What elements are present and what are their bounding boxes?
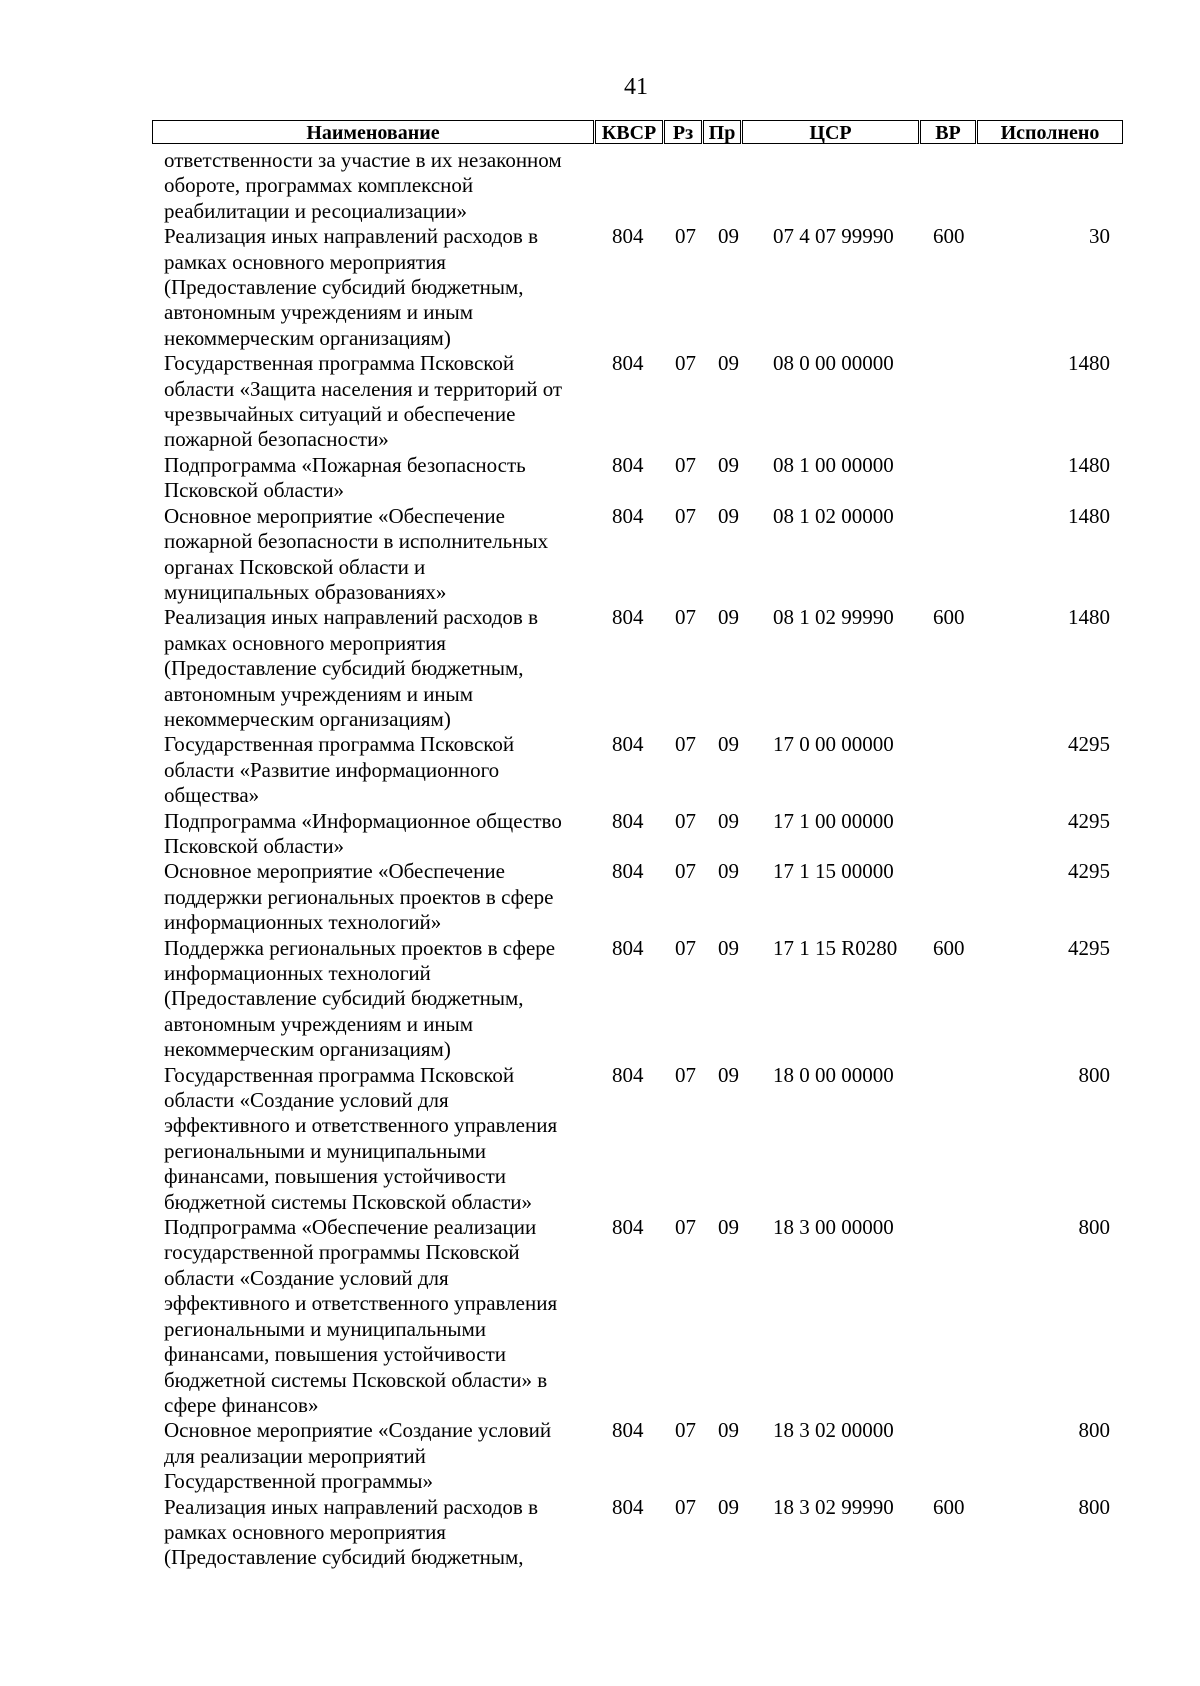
header-csr: ЦСР <box>742 120 919 144</box>
row-pr: 09 <box>718 605 739 630</box>
row-kvsr: 804 <box>612 351 644 376</box>
table-row <box>0 859 1200 935</box>
row-kvsr: 804 <box>612 224 644 249</box>
row-name: Подпрограмма «Информационное общество Псковской области» <box>164 808 562 858</box>
row-csr: 18 3 02 00000 <box>773 1418 894 1443</box>
row-kvsr: 804 <box>612 1418 644 1443</box>
row-csr: 08 1 02 99990 <box>773 605 894 630</box>
row-rz: 07 <box>675 859 696 884</box>
row-kvsr: 804 <box>612 1215 644 1240</box>
row-executed: 4295 <box>1068 808 1110 833</box>
row-pr: 09 <box>718 732 739 757</box>
header-name: Наименование <box>152 120 594 144</box>
header-pr: Пр <box>703 120 741 144</box>
row-csr: 08 1 02 00000 <box>773 503 894 528</box>
row-rz: 07 <box>675 351 696 376</box>
row-name: Основное мероприятие «Обеспечение пожарной безопасности в исполнительных органах Псковской области и муниципальных образованиях» <box>164 503 549 604</box>
row-executed: 1480 <box>1068 503 1110 528</box>
row-pr: 09 <box>718 503 739 528</box>
table-row <box>0 605 1200 732</box>
row-name: Основное мероприятие «Создание условий для реализации мероприятий Государственной программы» <box>164 1418 552 1494</box>
row-kvsr: 804 <box>612 1062 644 1087</box>
row-csr: 18 0 00 00000 <box>773 1062 894 1087</box>
row-csr: 18 3 00 00000 <box>773 1215 894 1240</box>
row-executed: 1480 <box>1068 452 1110 477</box>
row-pr: 09 <box>718 1418 739 1443</box>
row-name: Государственная программа Псковской области «Создание условий для эффективного и ответственного управления региональными и муниципальными финансами, повышения устойчивости бюджетной системы Псковской области» <box>164 1062 558 1214</box>
row-executed: 800 <box>1078 1215 1110 1240</box>
row-executed: 1480 <box>1068 351 1110 376</box>
row-name: Реализация иных направлений расходов в рамках основного мероприятия (Предоставление субсидий бюджетным, автономным учреждениям и иным некоммерческим организациям) <box>164 224 539 350</box>
row-rz: 07 <box>675 935 696 960</box>
row-name: ответственности за участие в их незаконном обороте, программах комплексной реабилитации и ресоциализации» <box>164 148 562 223</box>
row-kvsr: 804 <box>612 605 644 630</box>
row-kvsr: 804 <box>612 452 644 477</box>
table-row <box>0 224 1200 351</box>
row-name: Подпрограмма «Обеспечение реализации государственной программы Псковской области «Создание условий для эффективного и ответственного управления региональными и муниципальными финансами, повышения устойчивости бюджетной системы Псковской области» в сфере финансов» <box>164 1215 558 1417</box>
row-csr: 08 1 00 00000 <box>773 452 894 477</box>
row-name: Подпрограмма «Пожарная безопасность Псковской области» <box>164 452 526 503</box>
row-rz: 07 <box>675 732 696 757</box>
row-kvsr: 804 <box>612 1494 644 1519</box>
header-rz: Рз <box>664 120 702 144</box>
row-pr: 09 <box>718 859 739 884</box>
table-row <box>0 732 1200 808</box>
row-kvsr: 804 <box>612 503 644 528</box>
row-executed: 30 <box>1089 224 1110 249</box>
row-executed: 800 <box>1078 1494 1110 1519</box>
row-executed: 800 <box>1078 1418 1110 1443</box>
row-pr: 09 <box>718 1062 739 1087</box>
table-row <box>0 504 1200 606</box>
row-name: Государственная программа Псковской области «Развитие информационного общества» <box>164 732 515 808</box>
table-row <box>0 351 1200 453</box>
row-executed: 1480 <box>1068 605 1110 630</box>
row-rz: 07 <box>675 1494 696 1519</box>
row-rz: 07 <box>675 452 696 477</box>
table-row <box>0 1215 1200 1418</box>
table-row <box>0 1495 1200 1571</box>
row-executed: 800 <box>1078 1062 1110 1087</box>
row-kvsr: 804 <box>612 732 644 757</box>
header-executed: Исполнено <box>977 120 1123 144</box>
table-header <box>152 120 1123 146</box>
row-pr: 09 <box>718 351 739 376</box>
row-executed: 4295 <box>1068 859 1110 884</box>
row-name: Реализация иных направлений расходов в рамках основного мероприятия (Предоставление субсидий бюджетным, автономным учреждениям и иным некоммерческим организациям) <box>164 605 539 731</box>
row-name: Государственная программа Псковской области «Защита населения и территорий от чрезвычайных ситуаций и обеспечение пожарной безопасности» <box>164 351 563 452</box>
row-pr: 09 <box>718 452 739 477</box>
row-pr: 09 <box>718 935 739 960</box>
row-csr: 18 3 02 99990 <box>773 1494 894 1519</box>
row-vr: 600 <box>933 935 965 960</box>
row-rz: 07 <box>675 605 696 630</box>
row-rz: 07 <box>675 224 696 249</box>
table-row <box>0 1418 1200 1494</box>
row-name: Поддержка региональных проектов в сфере информационных технологий (Предоставление субсидий бюджетным, автономным учреждениям и иным некоммерческим организациям) <box>164 935 556 1062</box>
table-row <box>0 809 1200 860</box>
row-name: Основное мероприятие «Обеспечение поддержки региональных проектов в сфере информационных технологий» <box>164 859 554 935</box>
row-pr: 09 <box>718 224 739 249</box>
table-row <box>0 453 1200 504</box>
row-rz: 07 <box>675 1062 696 1087</box>
row-csr: 17 0 00 00000 <box>773 732 894 757</box>
row-rz: 07 <box>675 503 696 528</box>
row-csr: 17 1 15 00000 <box>773 859 894 884</box>
row-vr: 600 <box>933 224 965 249</box>
row-kvsr: 804 <box>612 935 644 960</box>
row-pr: 09 <box>718 1494 739 1519</box>
row-kvsr: 804 <box>612 859 644 884</box>
header-vr: ВР <box>920 120 976 144</box>
row-csr: 17 1 00 00000 <box>773 808 894 833</box>
row-rz: 07 <box>675 808 696 833</box>
table-row <box>0 1063 1200 1215</box>
row-executed: 4295 <box>1068 935 1110 960</box>
row-csr: 08 0 00 00000 <box>773 351 894 376</box>
table-row <box>0 936 1200 1063</box>
row-rz: 07 <box>675 1215 696 1240</box>
table-row <box>0 148 1200 224</box>
row-csr: 17 1 15 R0280 <box>773 935 898 960</box>
row-vr: 600 <box>933 605 965 630</box>
row-kvsr: 804 <box>612 808 644 833</box>
row-vr: 600 <box>933 1494 965 1519</box>
table-body <box>0 148 1200 1571</box>
row-csr: 07 4 07 99990 <box>773 224 894 249</box>
row-rz: 07 <box>675 1418 696 1443</box>
row-executed: 4295 <box>1068 732 1110 757</box>
row-name: Реализация иных направлений расходов в рамках основного мероприятия (Предоставление субсидий бюджетным, <box>164 1494 539 1570</box>
row-pr: 09 <box>718 808 739 833</box>
page-number: 41 <box>624 74 648 100</box>
header-kvsr: КВСР <box>595 120 663 144</box>
row-pr: 09 <box>718 1215 739 1240</box>
